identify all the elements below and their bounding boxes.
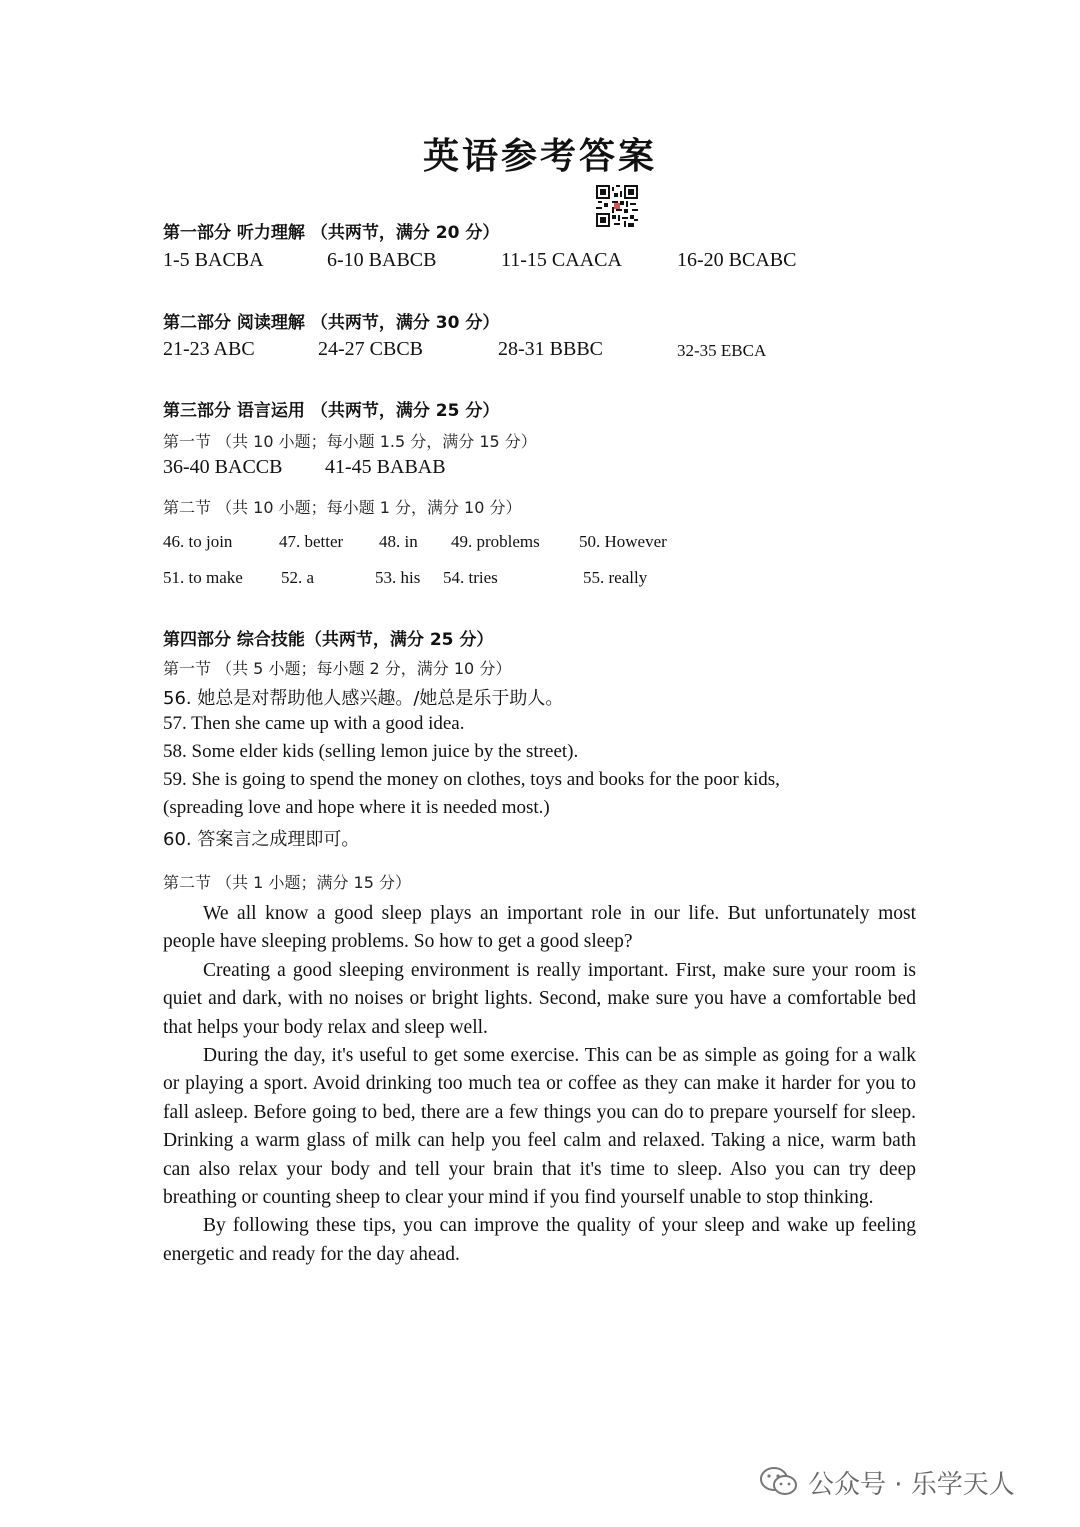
answer-group: 28-31 BBBC [498,338,604,360]
answer-item: 55. really [583,568,648,587]
part3-section2-row2 [163,568,923,594]
answer-item: 51. to make [163,568,243,587]
watermark-text: 公众号 · 乐学天人 [808,1469,1015,1500]
answer-line: (spreading love and hope where it is needed most.) [163,797,550,818]
answer-item: 54. tries [443,568,498,587]
answer-item: 49. problems [451,532,540,551]
answer-line: 58. Some elder kids (selling lemon juice by the street). [163,741,579,762]
answer-group: 24-27 CBCB [318,338,424,360]
answer-group: 36-40 BACCB [163,456,283,478]
essay-paragraph: During the day, it's useful to get some exercise. This can be as simple as going for a walk or playing a sport. Avoid drinking too much tea or coffee as they can make it harder for you to fall asleep. Before going to bed, there are a few things you can do to prepare yourself for sleep. Drinking a warm glass of milk can help you feel calm and relaxed. Taking a nice, warm bath can also relax your body and tell your brain that it's time to sleep. Also you can try deep breathing or counting sheep to clear your mind if you find yourself unable to stop thinking. [163,1045,916,1209]
part1-answers [163,249,923,275]
answer-line: 57. Then she came up with a good idea. [163,713,465,734]
answer-group: 11-15 CAACA [501,249,622,271]
part4-heading: 第四部分 综合技能（共两节，满分 25 分） [163,630,494,650]
answer-group: 41-45 BABAB [325,456,446,478]
essay-paragraph: Creating a good sleeping environment is really important. First, make sure your room is quiet and dark, with no noises or bright lights. Second, make sure you have a comfortable bed that helps your body relax and sleep well. [163,959,916,1038]
part4-section1-heading: 第一节 （共 5 小题；每小题 2 分，满分 10 分） [163,659,512,678]
wechat-icon [760,1466,798,1498]
part3-section2-heading: 第二节 （共 10 小题；每小题 1 分，满分 10 分） [163,498,522,517]
answer-group: 1-5 BACBA [163,249,264,271]
answer-group: 32-35 EBCA [677,341,767,360]
answer-group: 21-23 ABC [163,338,255,360]
answer-item: 52. a [281,568,315,587]
part1-heading: 第一部分 听力理解 （共两节，满分 20 分） [163,223,500,243]
answer-line: 56. 她总是对帮助他人感兴趣。/她总是乐于助人。 [163,688,564,709]
answer-item: 50. However [579,532,667,551]
part2-heading: 第二部分 阅读理解 （共两节，满分 30 分） [163,313,500,333]
essay-paragraph: We all know a good sleep plays an important role in our life. But unfortunately most people have sleeping problems. So how to get a good sleep? [163,903,916,953]
watermark [760,1462,1015,1502]
answer-line: 60. 答案言之成理即可。 [163,829,360,850]
part3-heading: 第三部分 语言运用 （共两节，满分 25 分） [163,401,500,421]
part3-section1-answers [163,456,923,482]
answer-group: 6-10 BABCB [327,249,437,271]
essay-paragraph: By following these tips, you can improve the quality of your sleep and wake up feeling energetic and ready for the day ahead. [163,1215,916,1265]
answer-item: 48. in [379,532,418,551]
part4-section2-heading: 第二节 （共 1 小题；满分 15 分） [163,873,411,892]
qr-code-icon [596,185,638,227]
part2-answers [163,338,923,364]
part3-section1-heading: 第一节 （共 10 小题；每小题 1.5 分，满分 15 分） [163,432,537,451]
answer-group: 16-20 BCABC [677,249,797,271]
answer-item: 53. his [375,568,421,587]
page-title: 英语参考答案 [422,136,657,177]
answer-line: 59. She is going to spend the money on clothes, toys and books for the poor kids, [163,769,780,790]
answer-item: 46. to join [163,532,233,551]
answer-item: 47. better [279,532,344,551]
part3-section2-row1 [163,532,923,558]
essay [163,900,916,1269]
